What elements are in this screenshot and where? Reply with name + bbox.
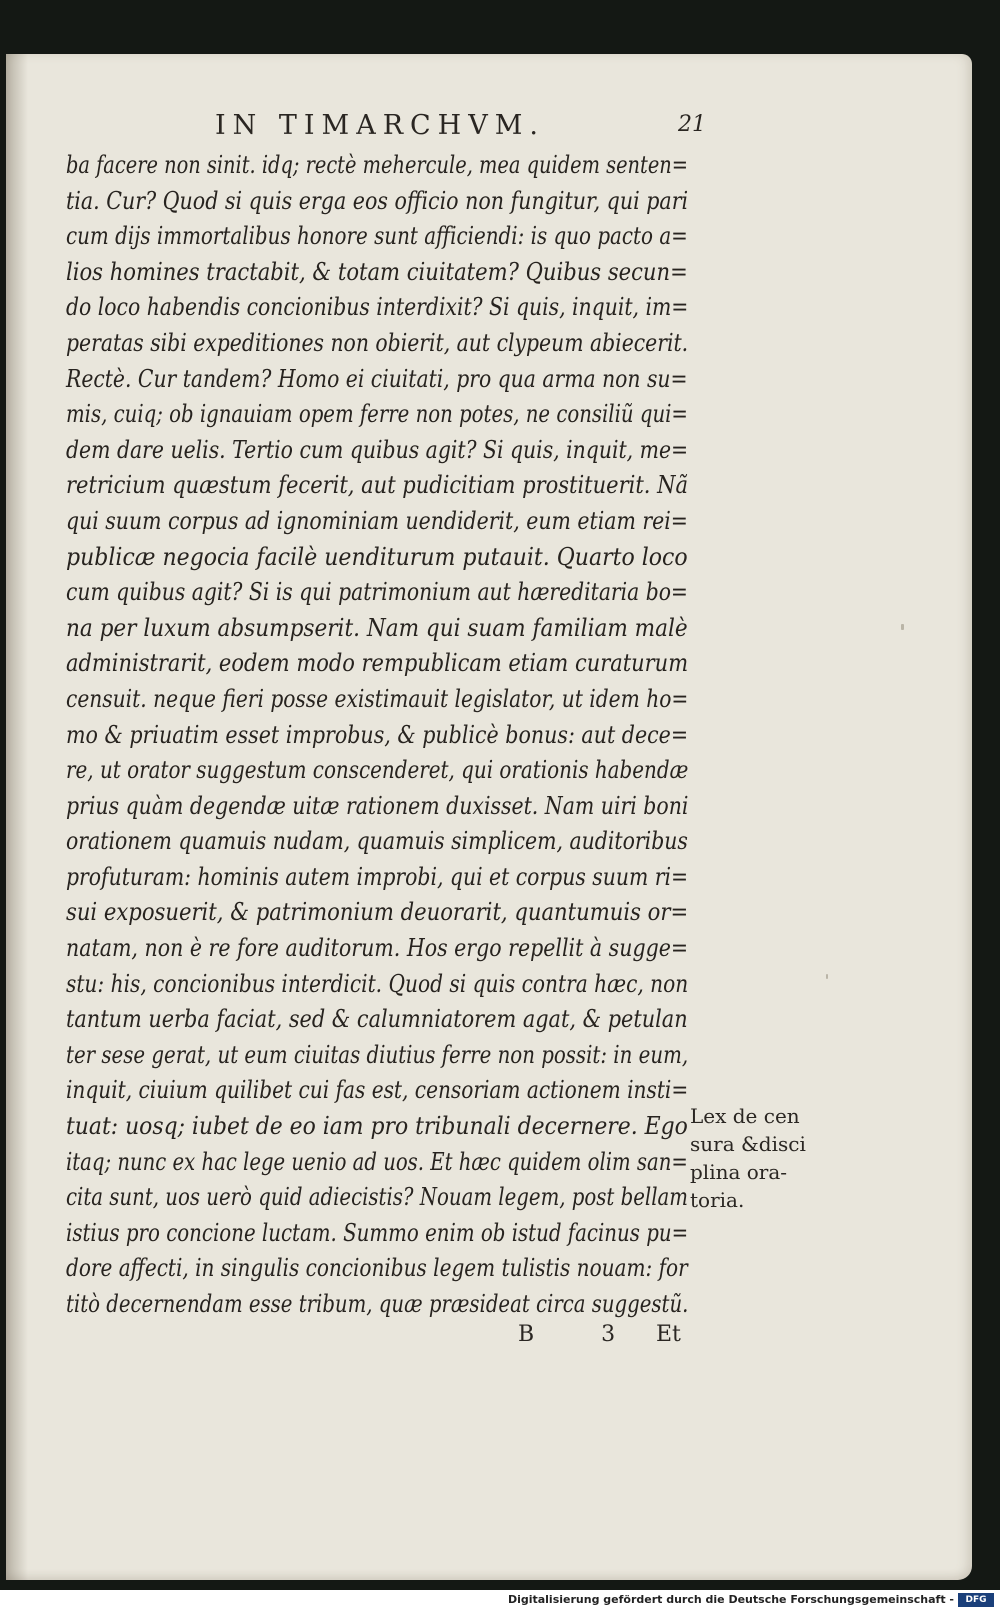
paper-speck: [826, 974, 828, 979]
text-line: publicæ negocia facilè uenditurum putauit. Quarto loco: [66, 542, 688, 571]
text-line: Rectè. Cur tandem? Homo ei ciuitati, pro qua arma non su=: [66, 364, 688, 393]
text-line: profuturam: hominis autem improbi, qui et corpus suum ri=: [66, 862, 689, 891]
running-head: IN TIMARCHVM.: [215, 110, 545, 141]
text-line: peratas sibi expeditiones non obierit, aut clypeum abiecerit.: [66, 328, 689, 357]
page-footer: [0, 1322, 1000, 1352]
text-line: mis, cuiq; ob ignauiam opem ferre non potes, ne consiliũ qui=: [66, 400, 688, 429]
marginal-note-line: toria.: [690, 1188, 745, 1212]
text-line: lios homines tractabit, & totam ciuitatem? Quibus secun=: [66, 257, 688, 286]
text-line: qui suum corpus ad ignominiam uendiderit, eum etiam rei=: [66, 506, 688, 535]
page-header: [0, 110, 1000, 144]
paper-speck: [901, 624, 904, 630]
text-line: mo & priuatim esset improbus, & publicè bonus: aut dece=: [66, 720, 689, 749]
text-line: orationem quamuis nudam, quamuis simplicem, auditoribus: [66, 827, 688, 856]
text-line: na per luxum absumpserit. Nam qui suam familiam malè: [66, 613, 688, 642]
body-text: [66, 148, 716, 1323]
text-line: sui exposuerit, & patrimonium deuorarit, quantumuis or=: [66, 898, 689, 927]
text-line: censuit. neque fieri posse existimauit legislator, ut idem ho=: [66, 684, 689, 713]
signature-mark: B 3: [518, 1322, 646, 1347]
marginal-note: [690, 1102, 830, 1214]
text-line: inquit, ciuium quilibet cui fas est, censoriam actionem insti=: [66, 1076, 689, 1105]
marginal-note-line: Lex de cen: [690, 1104, 800, 1128]
text-line: tantum uerba faciat, sed & calumniatorem agat, & petulan: [66, 1005, 688, 1034]
text-line: ter sese gerat, ut eum ciuitas diutius ferre non possit: in eum,: [66, 1040, 689, 1069]
text-line: ba facere non sinit. idq; rectè mehercule, mea quidem senten=: [66, 151, 689, 179]
credit-bar: [0, 1590, 1000, 1610]
catchword: Et: [656, 1322, 681, 1347]
text-line: cum quibus agit? Si is qui patrimonium aut hæreditaria bo=: [66, 578, 688, 607]
text-line: re, ut orator suggestum conscenderet, qui orationis habendæ: [66, 756, 689, 785]
text-line: prius quàm degendæ uitæ rationem duxisset. Nam uiri boni: [66, 791, 689, 820]
text-line: retricium quæstum fecerit, aut pudicitiam prostituerit. Nã: [66, 471, 688, 500]
text-line: cum dijs immortalibus honore sunt afficiendi: is quo pacto a=: [66, 222, 688, 251]
text-line: do loco habendis concionibus interdixit? Si quis, inquit, im=: [66, 293, 689, 322]
text-line: titò decernendam esse tribum, quæ præsideat circa suggestũ.: [66, 1290, 689, 1318]
marginal-note-line: plina ora-: [690, 1160, 788, 1184]
dfg-logo: DFG: [958, 1593, 994, 1607]
page-number: 21: [678, 112, 706, 137]
marginal-note-line: sura &disci: [690, 1132, 806, 1156]
text-line: natam, non è re fore auditorum. Hos ergo repellit à sugge=: [66, 934, 689, 963]
text-line: tia. Cur? Quod si quis erga eos officio non fungitur, qui pari: [66, 186, 689, 215]
text-line: dore affecti, in singulis concionibus legem tulistis nouam: for: [66, 1254, 688, 1283]
text-line: itaq; nunc ex hac lege uenio ad uos. Et hæc quidem olim san=: [66, 1147, 688, 1176]
credit-text: Digitalisierung gefördert durch die Deutsche Forschungsgemeinschaft -: [507, 1593, 954, 1606]
text-line: cita sunt, uos uerò quid adiecistis? Nouam legem, post bellam: [66, 1183, 688, 1212]
text-line: istius pro concione luctam. Summo enim ob istud facinus pu=: [66, 1218, 689, 1247]
text-line: stu: his, concionibus interdicit. Quod si quis contra hæc, non: [66, 969, 689, 998]
text-line: administrarit, eodem modo rempublicam etiam curaturum: [66, 649, 689, 678]
text-line: dem dare uelis. Tertio cum quibus agit? Si quis, inquit, me=: [66, 435, 689, 464]
text-line: tuat: uosq; iubet de eo iam pro tribunali decernere. Ego: [66, 1112, 688, 1141]
